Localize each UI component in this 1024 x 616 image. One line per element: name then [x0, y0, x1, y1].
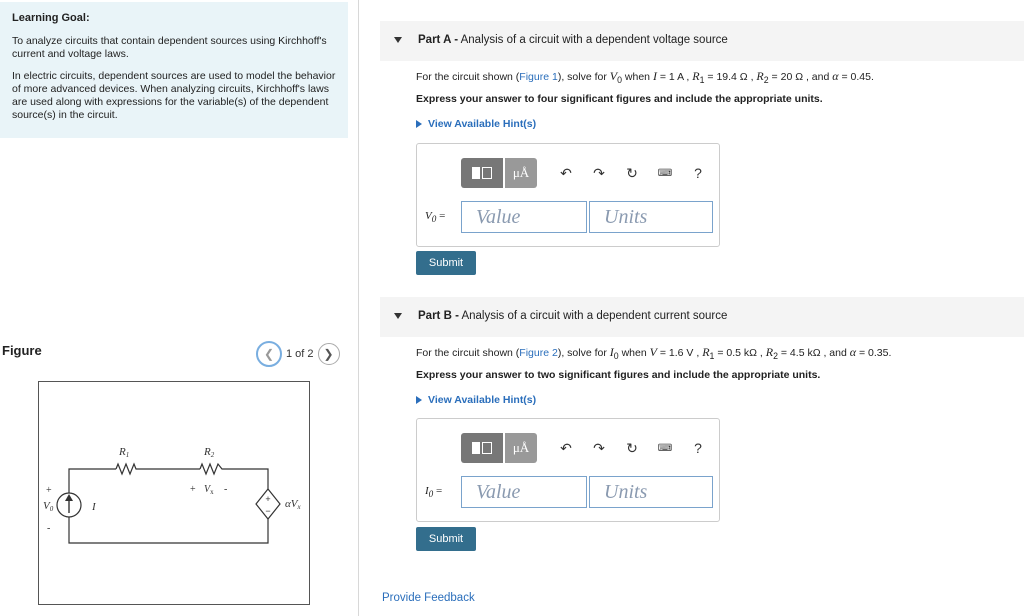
cond-i: I [652, 69, 657, 83]
answer-eq: = [436, 209, 446, 222]
part-b-answer-box [416, 418, 720, 522]
template-box-icon [472, 442, 480, 454]
part-a-hint-link[interactable] [416, 118, 536, 130]
part-b-submit-button[interactable]: Submit [416, 527, 476, 551]
label-r1-sub: 1 [125, 451, 130, 459]
math-toolbar [461, 433, 713, 463]
expand-triangle-icon [416, 120, 422, 128]
label-vx-sub: x [210, 488, 214, 496]
redo-icon[interactable]: ↷ [593, 164, 605, 181]
cond-sub: 2 [763, 75, 769, 86]
units-button[interactable]: μÅ [505, 433, 537, 463]
help-icon[interactable]: ? [694, 440, 702, 456]
undo-icon[interactable]: ↶ [560, 439, 572, 456]
chevron-left-icon: ❮ [263, 347, 275, 361]
cond-value: = 19.4 Ω , [704, 71, 754, 83]
answer-inputs [425, 476, 713, 508]
label-r1: R [119, 446, 126, 458]
answer-label [425, 485, 461, 499]
reset-icon[interactable]: ↻ [626, 164, 638, 181]
label-vx: V [204, 484, 211, 495]
dep-source-minus: − [265, 506, 271, 516]
hint-label: View Available Hint(s) [428, 118, 537, 130]
label-v0: V [43, 500, 50, 512]
figure-2-link[interactable]: Figure 2 [519, 347, 558, 359]
cond-value: = 0.45. [838, 71, 874, 83]
units-input[interactable]: Units [589, 201, 713, 233]
part-b-instruction: Express your answer to two significant figures and include the appropriate units. [416, 369, 821, 381]
templates-button[interactable] [461, 433, 503, 463]
dep-source-plus: + [265, 494, 271, 504]
chevron-right-icon: ❯ [323, 347, 334, 361]
part-a-title [418, 34, 728, 46]
part-b-header[interactable] [380, 297, 1024, 337]
expand-triangle-icon [416, 396, 422, 404]
label-v0-minus: - [47, 523, 51, 534]
figure-pager [256, 341, 340, 367]
part-a-title-text: Analysis of a circuit with a dependent voltage source [460, 34, 728, 46]
templates-button[interactable] [461, 158, 503, 188]
cond-sub: 2 [773, 351, 778, 362]
figure-count: 1 of 2 [286, 348, 314, 360]
learning-goal-para1: To analyze circuits that contain dependent sources using Kirchhoff's current and voltage laws. [12, 35, 327, 60]
label-v0-sub: 0 [49, 505, 54, 513]
part-b-title-text: Analysis of a circuit with a dependent current source [461, 310, 728, 322]
template-group [461, 158, 537, 188]
cond-value: = 20 Ω , and [768, 71, 830, 83]
answer-label [425, 210, 461, 224]
redo-icon[interactable]: ↷ [593, 439, 605, 456]
q-text: For the circuit shown ( [416, 347, 520, 359]
left-panel [0, 0, 358, 616]
answer-eq: = [433, 484, 443, 497]
part-b-title [418, 310, 727, 322]
circuit-figure [38, 381, 310, 605]
template-frame-icon [482, 442, 492, 454]
cond-sub: 1 [699, 75, 705, 86]
cond-value: = 0.5 kΩ , [714, 347, 763, 359]
cond-alpha: α [832, 69, 839, 83]
label-r2: R [204, 446, 211, 458]
answer-var-sub: 0 [431, 214, 437, 225]
part-a-instruction: Express your answer to four significant figures and include the appropriate units. [416, 93, 823, 105]
next-figure-button[interactable] [318, 343, 340, 365]
label-v0-plus: + [46, 485, 52, 496]
part-b-question [416, 345, 891, 361]
cond-r2: R [756, 69, 764, 83]
q-var: I [609, 345, 614, 359]
label-r2-sub: 2 [210, 451, 215, 459]
value-input[interactable]: Value [461, 476, 587, 508]
cond-value: = 1.6 V , [656, 347, 700, 359]
undo-icon[interactable]: ↶ [560, 164, 572, 181]
label-i: I [92, 501, 96, 513]
keyboard-icon[interactable]: ⌨ [657, 442, 673, 454]
hint-label: View Available Hint(s) [428, 394, 537, 406]
answer-inputs [425, 201, 713, 233]
cond-value: = 1 A , [656, 71, 690, 83]
q-var-sub: 0 [617, 75, 622, 86]
part-b-hint-link[interactable] [416, 394, 536, 406]
q-text: when [621, 347, 647, 359]
q-var-sub: 0 [613, 351, 619, 362]
units-input[interactable]: Units [589, 476, 713, 508]
part-a-answer-box [416, 143, 720, 247]
label-vx-minus: - [224, 484, 228, 495]
keyboard-icon[interactable]: ⌨ [657, 167, 673, 179]
part-a-submit-button[interactable]: Submit [416, 251, 476, 275]
template-group [461, 433, 537, 463]
units-button[interactable]: μÅ [505, 158, 537, 188]
label-vx-plus: + [190, 484, 196, 495]
panel-divider [358, 0, 359, 616]
help-icon[interactable]: ? [694, 165, 702, 181]
prev-figure-button[interactable] [256, 341, 282, 367]
cond-r2: R [765, 345, 774, 359]
learning-goal-para2: In electric circuits, dependent sources are used to model the behavior of more advanced devices. When analyzing circuits, Kirchhoff's laws are used along with expressions for the variable(s) of the dependent source(s) in the circuit. [12, 70, 336, 121]
collapse-triangle-icon[interactable] [394, 37, 402, 43]
cond-r1: R [702, 345, 710, 359]
answer-var: I [425, 484, 429, 497]
cond-value: = 4.5 kΩ , and [777, 347, 847, 359]
collapse-triangle-icon[interactable] [394, 313, 402, 319]
label-dep-sub: x [297, 503, 301, 511]
template-box-icon [472, 167, 480, 179]
provide-feedback-link[interactable]: Provide Feedback [382, 592, 475, 604]
q-text: ), solve for [557, 347, 607, 359]
answer-var: V [425, 209, 432, 222]
reset-icon[interactable]: ↻ [626, 439, 638, 456]
part-a-header[interactable] [380, 21, 1024, 61]
q-text: For the circuit shown ( [416, 71, 520, 83]
math-toolbar [461, 158, 713, 188]
learning-goal-title: Learning Goal: [12, 12, 90, 24]
figure-label: Figure [2, 343, 42, 358]
cond-value: = 0.35. [856, 347, 892, 359]
template-frame-icon [482, 167, 492, 179]
cond-r1: R [692, 69, 700, 83]
answer-var-sub: 0 [428, 489, 434, 500]
label-dep: αV [285, 498, 298, 510]
cond-v: V [649, 345, 657, 359]
cond-sub: 1 [709, 351, 715, 362]
part-b-label: Part B - [418, 310, 459, 322]
learning-goal-box [0, 2, 348, 138]
part-a-question [416, 69, 874, 85]
figure-1-link[interactable]: Figure 1 [519, 71, 558, 83]
part-a-label: Part A - [418, 34, 459, 46]
q-text: ), solve for [557, 71, 607, 83]
cond-alpha: α [849, 345, 857, 359]
value-input[interactable]: Value [461, 201, 587, 233]
q-text: when [624, 71, 651, 83]
q-var: V [609, 69, 618, 83]
